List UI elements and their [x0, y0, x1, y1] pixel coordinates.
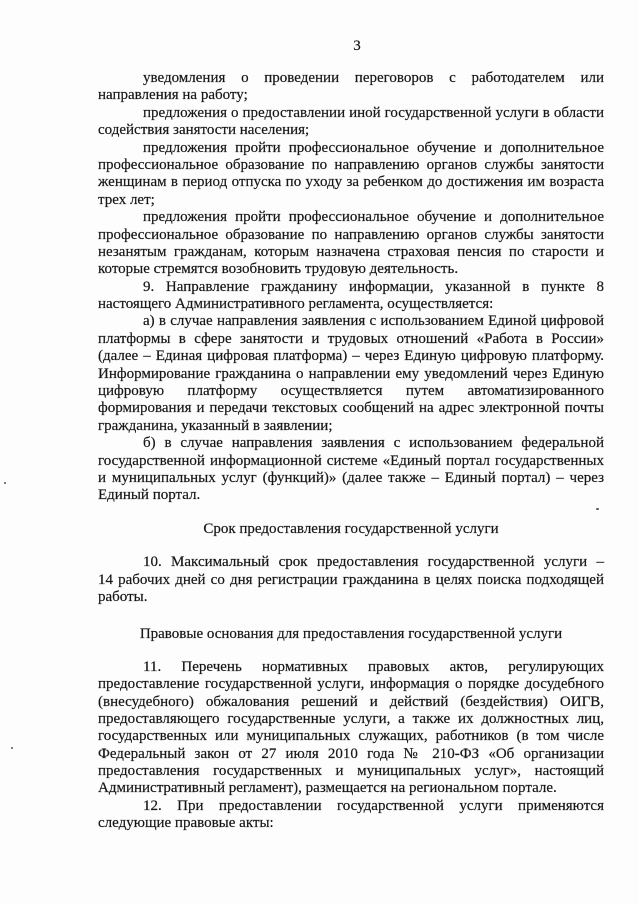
paragraph-clause-9 [98, 279, 604, 314]
text-line: предоставляющего государственные услуги, а также их должностных лиц, [98, 710, 604, 727]
text-line: содействия занятости населения; [98, 122, 310, 139]
text-line: незанятым гражданам, которым назначена страховая пенсия по старости и [98, 243, 604, 260]
paragraph-other-service-offer [98, 105, 604, 140]
scan-speck [4, 482, 6, 484]
text-line: 10. Максимальный срок предоставления государственной услуги – [143, 554, 604, 571]
text-line: 14 рабочих дней со дня регистрации гражданина в целях поиска подходящей [98, 571, 604, 588]
text-line: профессиональное образование по направлению органов службы занятости [98, 226, 604, 243]
document-body [98, 70, 604, 833]
text-line: Единый портал. [98, 487, 201, 504]
text-line: платформы в сфере занятости и трудовых отношений «Работа в России» [98, 330, 604, 347]
text-line: б) в случае направления заявления с использованием федеральной [143, 435, 604, 452]
page-number: 3 [353, 38, 361, 54]
section-heading-legal-basis: Правовые основания для предоставления государственной услуги [139, 626, 563, 643]
text-line: а) в случае направления заявления с использованием Единой цифровой [143, 313, 604, 330]
text-line: цифровую платформу осуществляется путем автоматизированного [98, 383, 604, 400]
text-line: государственной информационной системе «Единый портал государственных [98, 452, 604, 469]
paragraph-negotiation-notice [98, 70, 604, 105]
text-line: настоящего Административного регламента, осуществляется: [98, 296, 494, 313]
text-line: предложения о предоставлении иной государственной услуги в области [143, 104, 604, 121]
text-line: женщинам в период отпуска по уходу за ребенком до достижения им возраста [98, 174, 604, 191]
text-line: предложения пройти профессиональное обучение и дополнительное [143, 209, 604, 226]
text-line: (далее – Единая цифровая платформа) – через Единую цифровую платформу. [98, 348, 604, 365]
text-line: гражданина, указанный в заявлении; [98, 417, 333, 434]
text-line: уведомления о проведении переговоров с работодателем или [143, 70, 604, 86]
paragraph-training-offer-pensioners [98, 209, 604, 279]
text-line: 9. Направление гражданину информации, указанной в пункте 8 [143, 278, 604, 295]
text-line: государственных или муниципальных служащих, работников (в том числе [98, 728, 604, 745]
paragraph-clause-12 [98, 798, 604, 833]
section-heading-service-term: Срок предоставления государственной услуги [203, 520, 499, 537]
text-line: и муниципальных услуг (функций)» (далее также – Единый портал) – через [98, 469, 604, 486]
scan-speck [11, 747, 13, 749]
paragraph-training-offer-women [98, 140, 604, 210]
paragraph-clause-9b [98, 435, 604, 505]
text-line: Административный регламент), размещается на региональном портале. [98, 780, 557, 797]
paragraph-clause-11 [98, 659, 604, 798]
text-line: следующие правовые акты: [98, 815, 274, 832]
text-line: предложения пройти профессиональное обучение и дополнительное [143, 139, 604, 156]
text-line: которые стремятся возобновить трудовую деятельность. [98, 261, 459, 278]
text-line: работы. [98, 588, 148, 605]
text-line: 12. При предоставлении государственной услуги применяются [143, 797, 604, 814]
text-line: предоставление государственной услуги, информация о порядке досудебного [98, 676, 604, 693]
text-line: трех лет; [98, 191, 155, 208]
text-line: формирования и передачи текстовых сообщений на адрес электронной почты [98, 400, 604, 417]
text-line: Федеральный закон от 27 июля 2010 года № 210-ФЗ «Об организации [98, 745, 604, 762]
text-line: 11. Перечень нормативных правовых актов, регулирующих [143, 658, 604, 675]
scan-speck [596, 508, 599, 510]
text-line: профессиональное образование по направлению органов службы занятости [98, 156, 604, 173]
text-line: направления на работу; [98, 87, 248, 104]
paragraph-clause-10 [98, 554, 604, 606]
text-line: Информирование гражданина о направлении ему уведомлений через Единую [98, 365, 604, 382]
text-line: (внесудебного) обжалования решений и действий (бездействия) ОИГВ, [98, 693, 604, 710]
text-line: предоставления государственных и муниципальных услуг», настоящий [98, 763, 604, 780]
paragraph-clause-9a [98, 313, 604, 435]
